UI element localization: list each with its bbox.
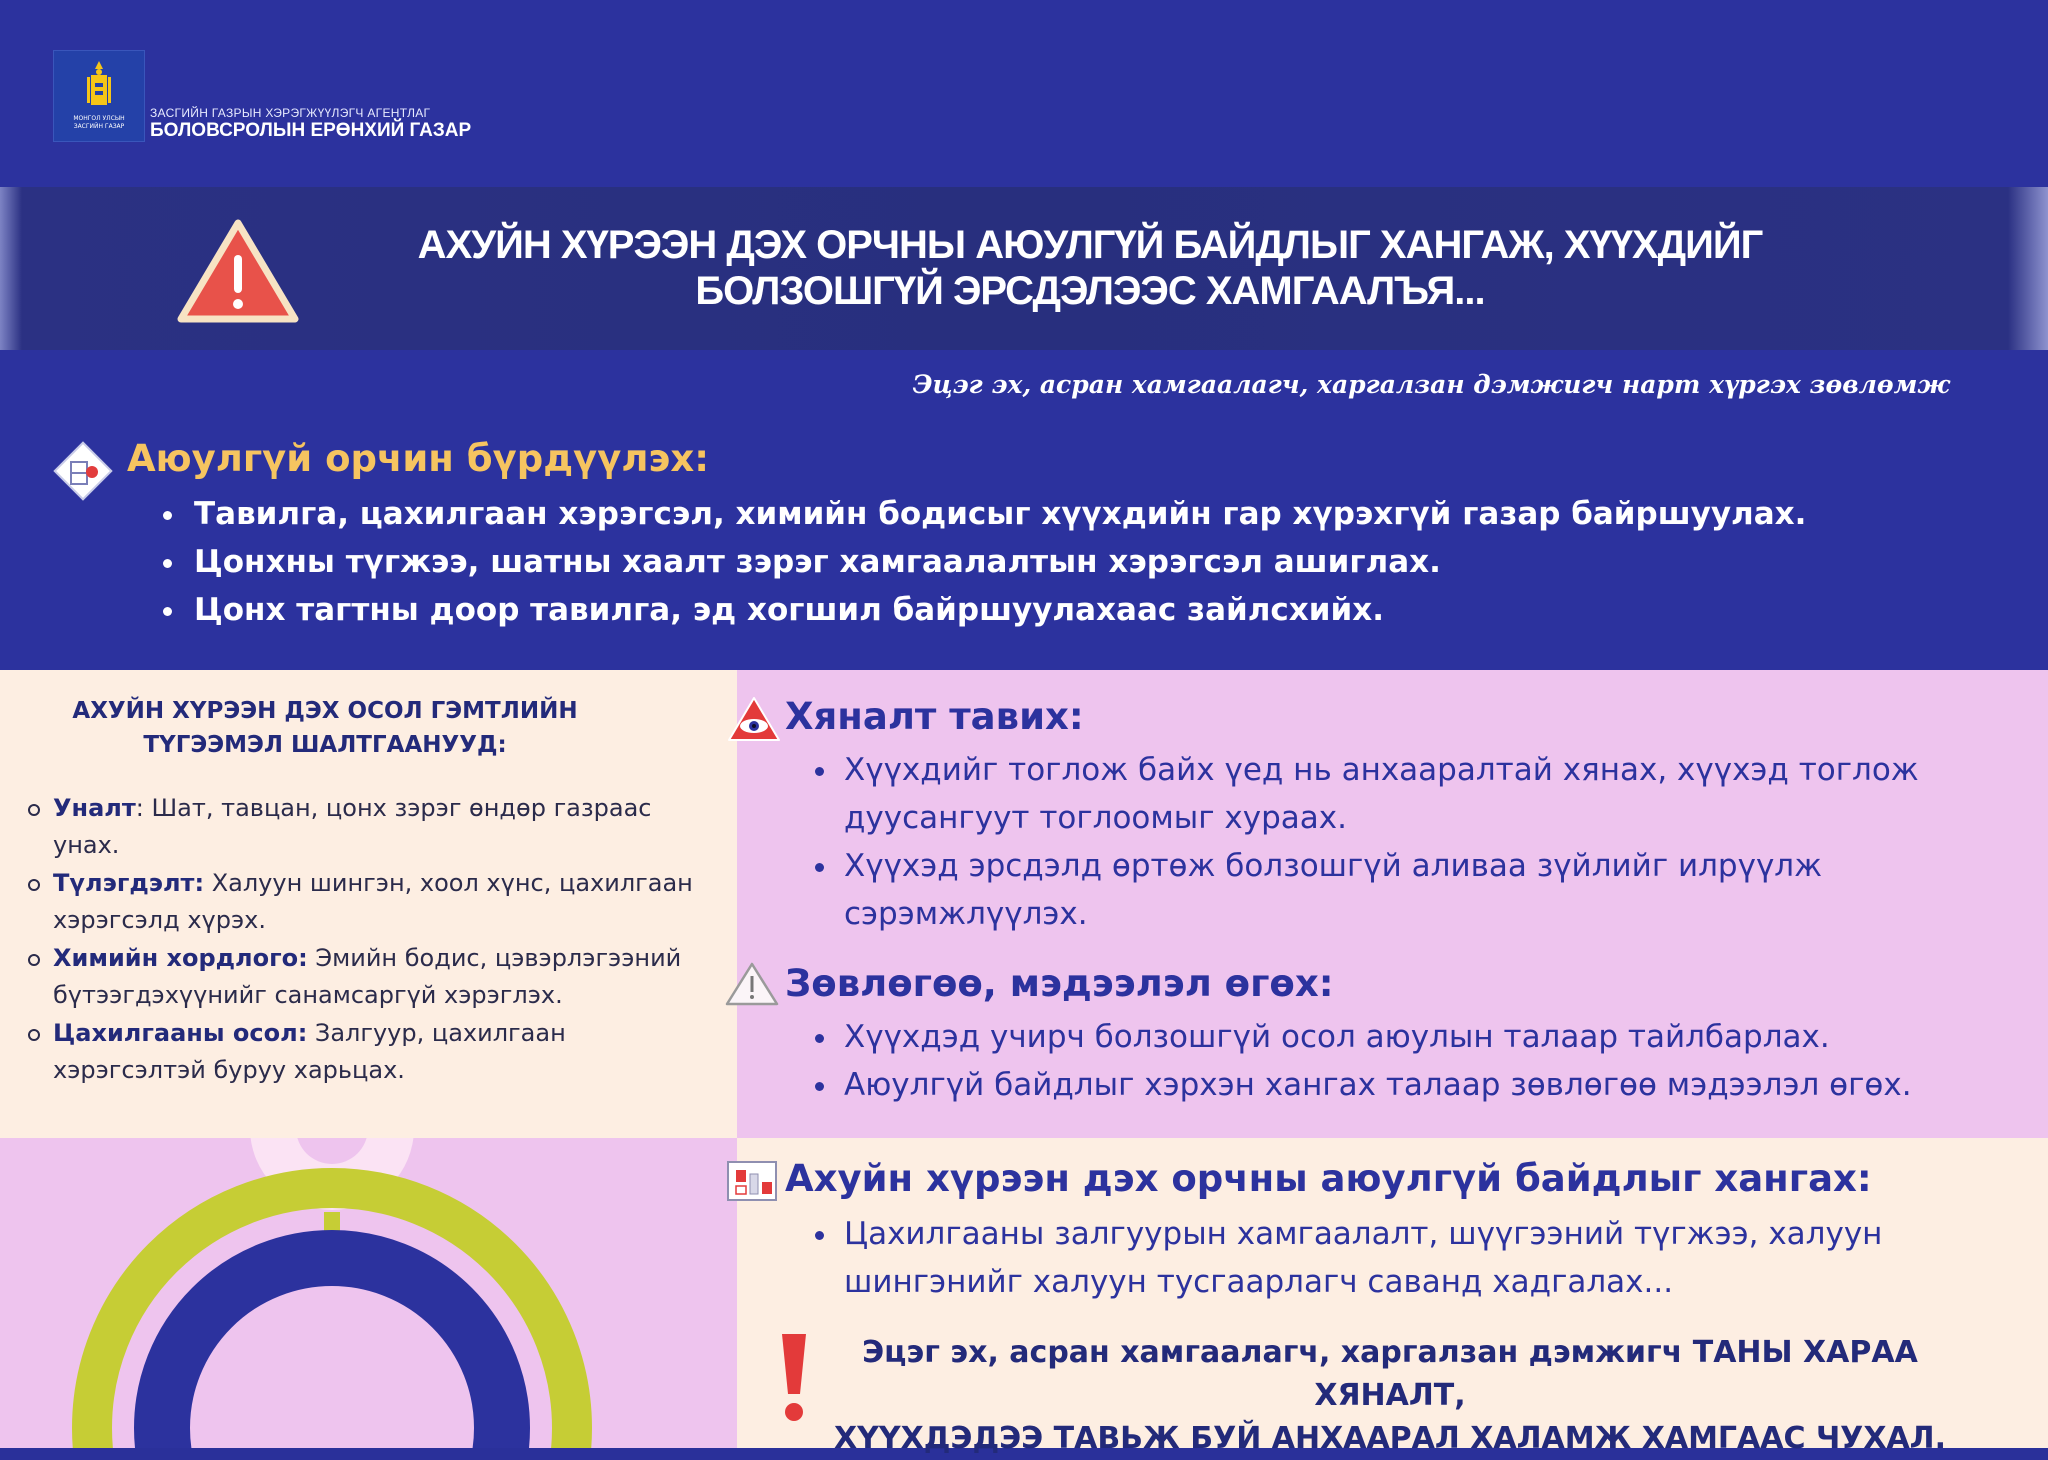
list-item: • Тавилга, цахилгаан хэрэгсэл, химийн бодисыг хүүхдийн гар хүрэхгүй газар байршуулах. — [188, 490, 1806, 538]
cause-label: Цахилгааны осол: — [53, 1019, 308, 1047]
agency-subtitle: ЗАСГИЙН ГАЗРЫН ХЭРЭГЖҮҮЛЭГЧ АГЕНТЛАГ — [150, 106, 431, 120]
causes-title-line-1: АХУЙН ХҮРЭЭН ДЭХ ОСОЛ ГЭМТЛИЙН — [72, 698, 578, 724]
list-item — [22, 940, 722, 1014]
list-item: • Хүүхэд эрсдэлд өртөж болзошгүй аливаа зүйлийг илрүүлж сэрэмжлүүлэх. — [840, 842, 2000, 938]
list-item — [22, 865, 722, 939]
supervision-list — [812, 746, 2000, 938]
final-note-line-1: Эцэг эх, асран хамгаалагч, харгалзан дэмжигч ТАНЫ ХАРАА ХЯНАЛТ, — [862, 1335, 1918, 1413]
causes-list — [22, 790, 722, 1090]
list-item: • Цонх тагтны доор тавилга, эд хогшил байршуулахаас зайлсхийх. — [188, 586, 1806, 634]
safe-environment-list — [150, 490, 1806, 634]
home-safety-list — [812, 1210, 2020, 1306]
title-line-1: АХУЙН ХҮРЭЭН ДЭХ ОРЧНЫ АЮУЛГҮЙ БАЙДЛЫГ ХАНГАЖ, ХҮҮХДИЙГ — [417, 223, 1763, 267]
cause-text: Залгуур, цахилгаан хэрэгсэлтэй буруу харьцах. — [53, 1019, 566, 1084]
title-line-2: БОЛЗОШГҮЙ ЭРСДЭЛЭЭС ХАМГААЛЪЯ... — [695, 269, 1485, 313]
supervision-heading: Хяналт тавих: — [785, 695, 1084, 738]
exclamation-icon — [772, 1330, 816, 1426]
page-title — [300, 222, 1880, 314]
decorative-panel — [0, 1138, 737, 1448]
final-note-line-2: ХҮҮХДЭДЭЭ ТАВЬЖ БУЙ АНХААРАЛ ХАЛАМЖ ХАМГААС ЧУХАЛ. — [834, 1421, 1946, 1456]
government-logo — [53, 50, 145, 142]
home-safety-icon — [52, 440, 114, 502]
advice-heading: Зөвлөгөө, мэдээлэл өгөх: — [785, 962, 1334, 1005]
list-item: • Хүүхдэд учирч болзошгүй осол аюулын талаар тайлбарлах. — [840, 1013, 2020, 1061]
cause-label: Түлэгдэлт: — [53, 869, 205, 897]
list-item — [22, 790, 722, 864]
logo-caption-1: МОНГОЛ УЛСЫН — [73, 115, 125, 122]
cause-label: Уналт — [53, 794, 136, 822]
warning-triangle-icon — [173, 215, 303, 327]
subtitle: Эцэг эх, асран хамгаалагч, харгалзан дэмжигч нарт хүргэх зөвлөмж — [912, 370, 1950, 399]
eye-warning-icon — [726, 694, 782, 744]
causes-title — [40, 694, 610, 762]
cause-text: : Шат, тавцан, цонх зэрэг өндөр газраас унах. — [53, 794, 652, 859]
cause-label: Химийн хордлого: — [53, 944, 308, 972]
list-item: • Цахилгааны залгуурын хамгаалалт, шүүгээний түгжээ, халуун шингэнийг халуун тусгаарлагч саванд хадгалах... — [840, 1210, 2020, 1306]
emblem-icon — [54, 55, 144, 117]
header-bar — [0, 0, 2048, 187]
advice-list — [812, 1013, 2020, 1109]
list-item: • Хүүхдийг тоглож байх үед нь анхааралтай хянах, хүүхэд тоглож дуусангуут тоглоомыг хураах. — [840, 746, 2000, 842]
list-item — [22, 1015, 722, 1089]
caution-icon — [724, 960, 780, 1008]
cause-text: Эмийн бодис, цэвэрлэгээний бүтээгдэхүүнийг санамсаргүй хэрэглэх. — [53, 944, 682, 1009]
safe-environment-heading: Аюулгүй орчин бүрдүүлэх: — [127, 437, 710, 480]
list-item: • Цонхны түгжээ, шатны хаалт зэрэг хамгаалалтын хэрэгсэл ашиглах. — [188, 538, 1806, 586]
decorative-circles — [0, 1138, 737, 1448]
cabinet-icon — [724, 1156, 780, 1204]
final-note — [820, 1331, 1960, 1460]
home-safety-heading: Ахуйн хүрээн дэх орчны аюулгүй байдлыг хангах: — [785, 1157, 1872, 1200]
list-item: • Аюулгүй байдлыг хэрхэн хангах талаар зөвлөгөө мэдээлэл өгөх. — [840, 1061, 2020, 1109]
causes-title-line-2: ТҮГЭЭМЭЛ ШАЛТГААНУУД: — [143, 732, 507, 758]
agency-name: БОЛОВСРОЛЫН ЕРӨНХИЙ ГАЗАР — [150, 120, 472, 141]
cause-text: Халуун шингэн, хоол хүнс, цахилгаан хэрэгсэлд хүрэх. — [53, 869, 693, 934]
logo-caption-2: ЗАСГИЙН ГАЗАР — [73, 123, 125, 130]
